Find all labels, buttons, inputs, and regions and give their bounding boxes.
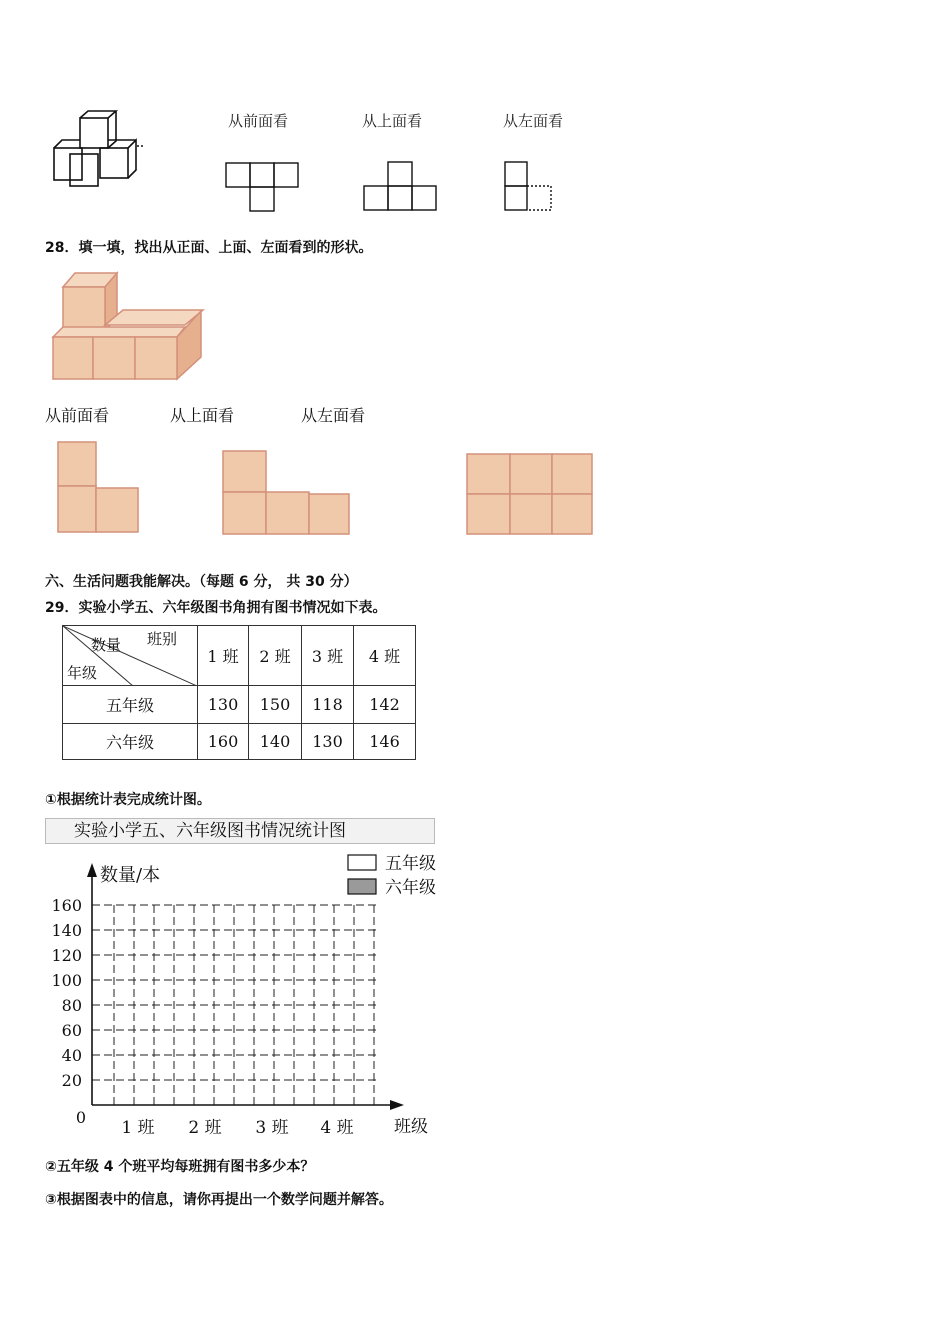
q28-block-figure xyxy=(45,265,210,385)
top-view-shape xyxy=(364,162,436,210)
q28-answer-views xyxy=(50,440,610,540)
table-cell: 130 xyxy=(198,686,249,724)
x-axis-label: 班级 xyxy=(394,1117,428,1137)
q28-top-label: 从上面看 xyxy=(170,406,235,425)
y-tick-label: 80 xyxy=(61,996,82,1015)
q28-front-view xyxy=(58,442,138,532)
views-top-label: 从上面看 xyxy=(362,112,423,130)
corner-mid-label: 数量 xyxy=(91,636,122,654)
x-category-label: 4 班 xyxy=(320,1118,354,1138)
col-header-4: 4 班 xyxy=(354,626,416,686)
book-stats-table xyxy=(62,625,416,760)
y-axis-arrow xyxy=(87,863,97,877)
y-tick-label: 0 xyxy=(75,1108,86,1127)
table-cell: 118 xyxy=(302,686,354,724)
corner-bottom-label: 年级 xyxy=(67,664,98,682)
corner-top-label: 班别 xyxy=(147,630,178,648)
table-cell: 150 xyxy=(249,686,302,724)
q28-top-view xyxy=(223,451,349,534)
row-label-grade6: 六年级 xyxy=(63,724,198,760)
views-left-label: 从左面看 xyxy=(503,112,564,130)
y-tick-label: 20 xyxy=(61,1071,82,1090)
y-tick-label: 100 xyxy=(51,971,82,990)
x-category-label: 2 班 xyxy=(188,1118,222,1138)
y-tick-label: 140 xyxy=(51,921,82,940)
sub-question-1: ①根据统计表完成统计图。 xyxy=(45,792,211,808)
bar-chart-grid xyxy=(40,845,460,1145)
cube-stack-3d xyxy=(54,111,145,186)
question-29-text: 29．实验小学五、六年级图书角拥有图书情况如下表。 xyxy=(45,600,387,616)
question-28-text: 28．填一填，找出从正面、上面、左面看到的形状。 xyxy=(45,240,373,256)
sub-question-2: ②五年级 4 个班平均每班拥有图书多少本？ xyxy=(45,1159,315,1175)
col-header-1: 1 班 xyxy=(198,626,249,686)
col-header-3: 3 班 xyxy=(302,626,354,686)
table-corner-cell xyxy=(63,626,198,686)
legend-swatch xyxy=(348,879,376,894)
q28-front-label: 从前面看 xyxy=(45,406,110,425)
table-cell: 140 xyxy=(249,724,302,760)
x-category-label: 1 班 xyxy=(121,1118,155,1138)
table-cell: 130 xyxy=(302,724,354,760)
chart-title: 实验小学五、六年级图书情况统计图 xyxy=(45,818,435,844)
q28-left-view xyxy=(467,454,592,534)
legend-label: 六年级 xyxy=(385,878,436,898)
left-view-shape xyxy=(505,162,551,210)
section-6-heading: 六、生活问题我能解决。（每题 6 分， 共 30 分） xyxy=(45,574,358,590)
y-tick-label: 160 xyxy=(51,896,82,915)
legend-label: 五年级 xyxy=(385,854,436,874)
front-view-shape xyxy=(226,163,298,211)
q28-left-label: 从左面看 xyxy=(301,406,366,425)
legend-swatch xyxy=(348,855,376,870)
col-header-2: 2 班 xyxy=(249,626,302,686)
y-tick-label: 120 xyxy=(51,946,82,965)
table-cell: 160 xyxy=(198,724,249,760)
x-axis-arrow xyxy=(390,1100,404,1110)
sub-question-3: ③根据图表中的信息，请你再提出一个数学问题并解答。 xyxy=(45,1192,393,1208)
y-axis-label: 数量/本 xyxy=(100,865,161,886)
table-cell: 142 xyxy=(354,686,416,724)
orange-cube-stack xyxy=(53,273,203,379)
x-category-label: 3 班 xyxy=(255,1118,289,1138)
y-tick-label: 60 xyxy=(61,1021,82,1040)
row-label-grade5: 五年级 xyxy=(63,686,198,724)
views-front-label: 从前面看 xyxy=(228,112,289,130)
table-cell: 146 xyxy=(354,724,416,760)
y-tick-label: 40 xyxy=(61,1046,82,1065)
